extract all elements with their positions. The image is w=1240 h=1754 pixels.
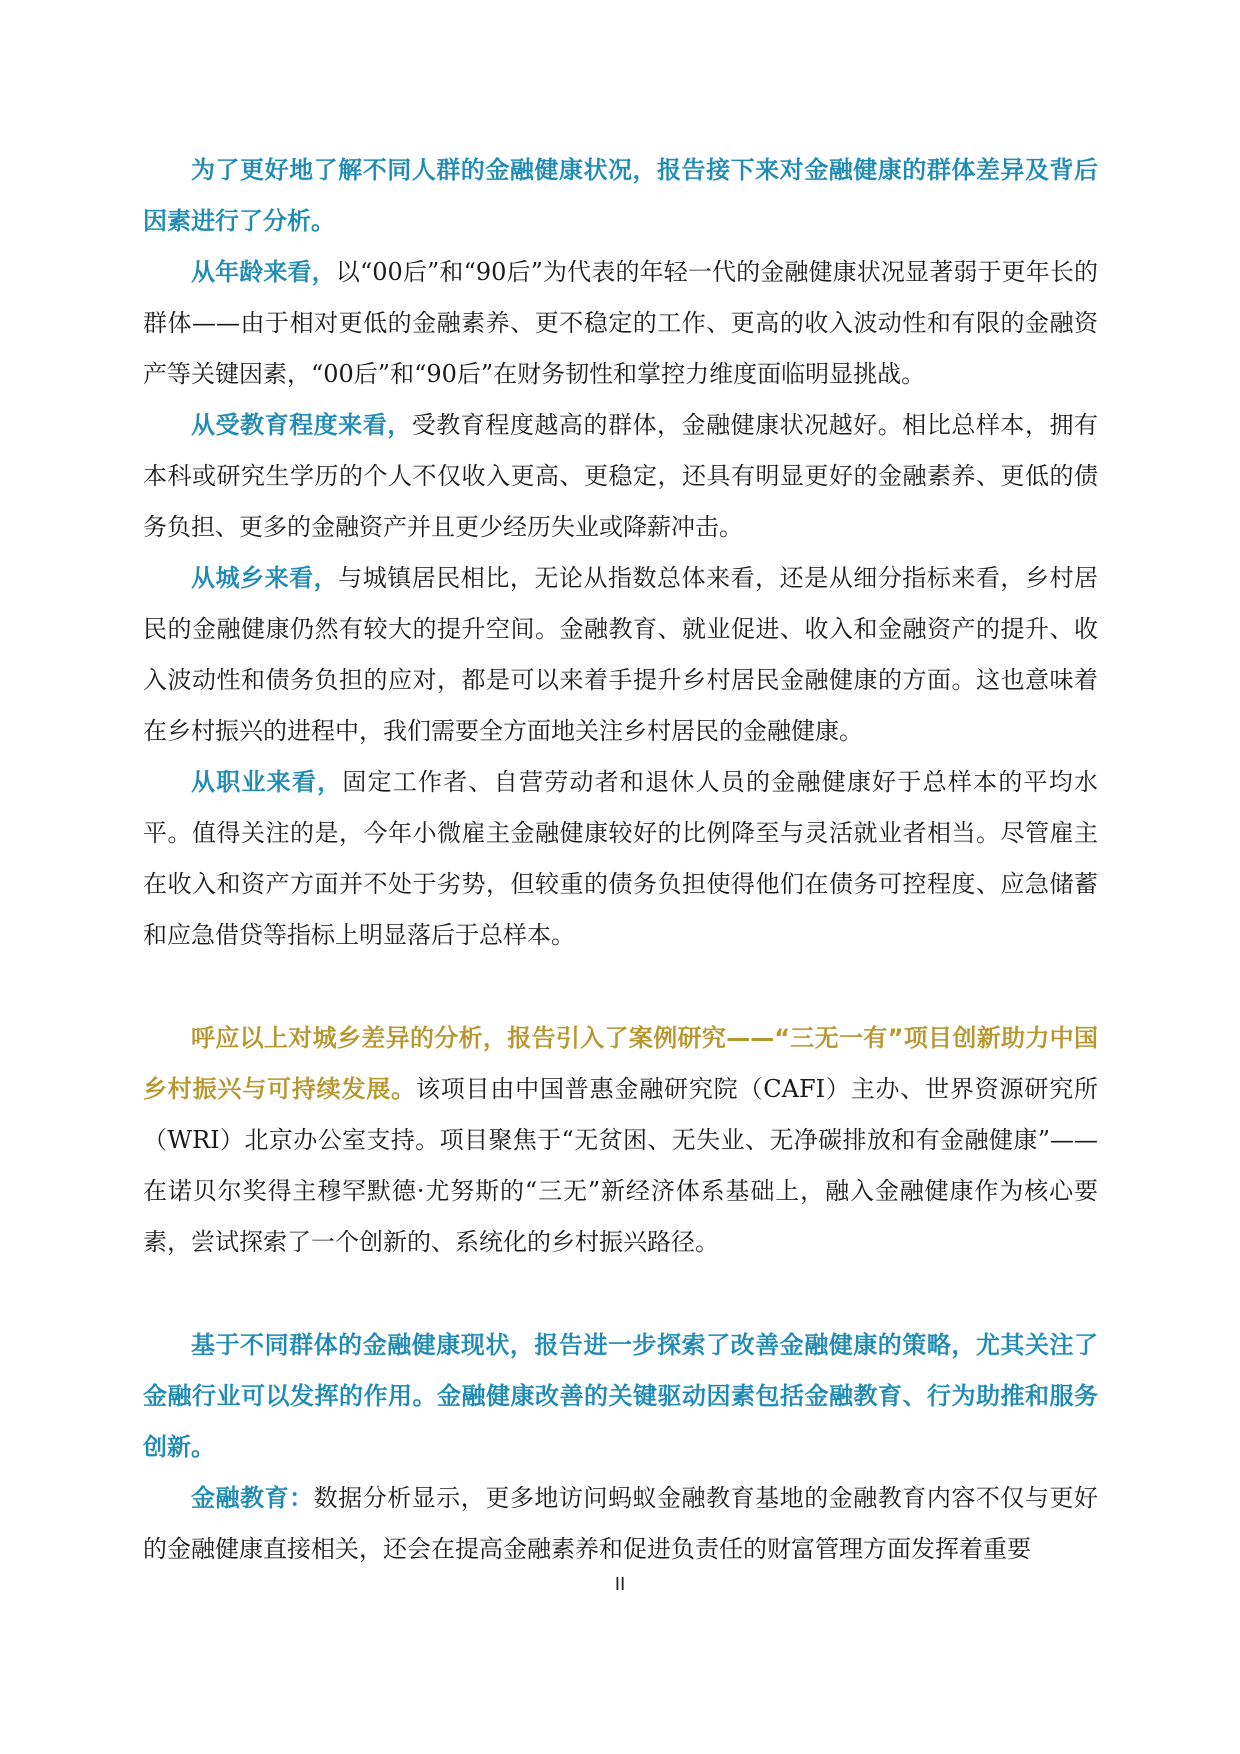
page-number: II bbox=[614, 1574, 626, 1595]
case-paragraph bbox=[143, 1013, 1098, 1268]
intro-paragraph: 为了更好地了解不同人群的金融健康状况，报告接下来对金融健康的群体差异及背后因素进行了分析。 bbox=[143, 156, 1098, 235]
age-lead: 从年龄来看， bbox=[191, 258, 336, 286]
urban-rural-text: 与城镇居民相比，无论从指数总体来看，还是从细分指标来看，乡村居民的金融健康仍然有较大的提升空间。金融教育、就业促进、收入和金融资产的提升、收入波动性和债务负担的应对，都是可以来着手提升乡村居民金融健康的方面。这也意味着在乡村振兴的进程中，我们需要全方面地关注乡村居民的金融健康。 bbox=[143, 564, 1099, 745]
education-lead: 从受教育程度来看， bbox=[191, 411, 412, 439]
fin-edu-text: 数据分析显示，更多地访问蚂蚁金融教育基地的金融教育内容不仅与更好的金融健康直接相关，还会在提高金融素养和促进负责任的财富管理方面发挥着重要 bbox=[143, 1484, 1098, 1563]
urban-rural-paragraph bbox=[143, 553, 1098, 757]
occupation-paragraph bbox=[143, 757, 1098, 961]
occupation-text: 固定工作者、自营劳动者和退休人员的金融健康好于总样本的平均水平。值得关注的是，今年小微雇主金融健康较好的比例降至与灵活就业者相当。尽管雇主在收入和资产方面并不处于劣势，但较重的债务负担使得他们在债务可控程度、应急储蓄和应急借贷等指标上明显落后于总样本。 bbox=[143, 768, 1099, 949]
education-paragraph bbox=[143, 400, 1098, 553]
case-lead: 呼应以上对城乡差异的分析，报告引入了案例研究——“三无一有”项目创新助力中国乡村振兴与可持续发展。 bbox=[143, 1024, 1098, 1103]
document-body bbox=[143, 145, 1098, 1575]
education-text: 受教育程度越高的群体，金融健康状况越好。相比总样本，拥有本科或研究生学历的个人不仅收入更高、更稳定，还具有明显更好的金融素养、更低的债务负担、更多的金融资产并且更少经历失业或降薪冲击。 bbox=[143, 411, 1098, 541]
urban-rural-lead: 从城乡来看， bbox=[191, 564, 339, 592]
fin-edu-lead: 金融教育： bbox=[191, 1484, 314, 1512]
age-text: 以“00后”和“90后”为代表的年轻一代的金融健康状况显著弱于更年长的群体——由于相对更低的金融素养、更不稳定的工作、更高的收入波动性和有限的金融资产等关键因素，“00后”和“90后”在财务韧性和掌控力维度面临明显挑战。 bbox=[143, 258, 1099, 388]
age-paragraph bbox=[143, 247, 1098, 400]
case-text: 该项目由中国普惠金融研究院（CAFI）主办、世界资源研究所（WRI）北京办公室支持。项目聚焦于“无贫困、无失业、无净碳排放和有金融健康”——在诺贝尔奖得主穆罕默德·尤努斯的“三无”新经济体系基础上，融入金融健康作为核心要素，尝试探索了一个创新的、系统化的乡村振兴路径。 bbox=[143, 1075, 1099, 1256]
occupation-lead: 从职业来看， bbox=[191, 768, 343, 796]
strategy-paragraph: 基于不同群体的金融健康现状，报告进一步探索了改善金融健康的策略，尤其关注了金融行业可以发挥的作用。金融健康改善的关键驱动因素包括金融教育、行为助推和服务创新。 bbox=[143, 1331, 1098, 1461]
fin-edu-paragraph bbox=[143, 1473, 1098, 1575]
